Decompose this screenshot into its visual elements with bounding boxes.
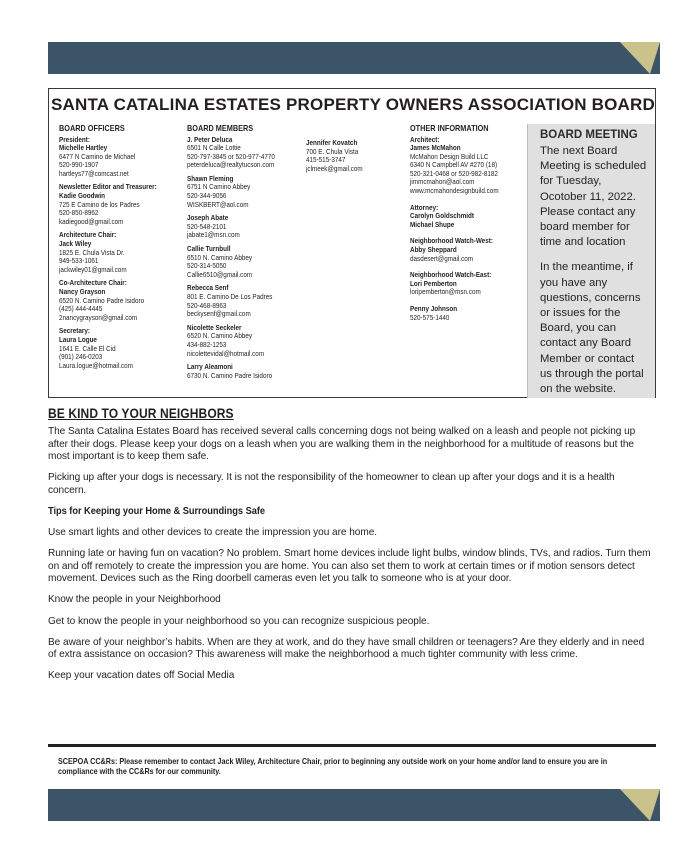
officer-entry: President: Michelle Hartley 6477 N Camino de Michael 520-990-1907 hartleys77@comcast.net [59, 134, 136, 178]
board-members-column [187, 124, 301, 385]
article-paragraph: Use smart lights and other devices to create the impression you are home. [48, 527, 378, 539]
footer-ccr-note: SCEPOA CC&Rs: Please remember to contact Jack Wiley, Architecture Chair, prior to beginning any outside work on your home and/or land to ensure you are in compliance with the CC&Rs for our community. [58, 756, 608, 777]
article-paragraph: Keep your vacation dates off Social Media [48, 670, 235, 682]
board-officers-column [59, 124, 178, 375]
article-paragraph: The Santa Catalina Estates Board has received several calls concerning dogs not being walked on a leash and people not picking up after their dogs. Please keep your dogs on a leash when you are walking them in the neighborhood for a multitude of reasons but the most important is to keep them safe. [48, 426, 636, 463]
other-entry: Attorney: Carolyn Goldschmidt Michael Shupe [410, 202, 474, 229]
member-entry: Joseph Abate 520-548-2101 jabate1@msn.com [187, 213, 240, 240]
board-directory [48, 88, 656, 398]
other-entry: Penny Johnson 520-575-1440 [410, 304, 458, 322]
other-information-column [410, 124, 542, 327]
article-paragraph: Running late or having fun on vacation? No problem. Smart home devices include light bulbs, window blinds, TVs, and radios. Turn them on and off remotely to create the impression you are home. You can also set them to work at certain times or if motion sensors detect movement. Devices such as the Ring doorbell cameras even let you talk to someone who is at your door. [48, 548, 651, 585]
other-entry: Neighborhood Watch-West: Abby Sheppard dasdesert@gmail.com [410, 236, 493, 263]
officers-heading: BOARD OFFICERS [59, 123, 125, 133]
footer-divider [48, 744, 656, 747]
article-paragraph: Picking up after your dogs is necessary. It is not the responsibility of the homeowner to clean up after your dogs and it is a health concern. [48, 472, 615, 496]
article-paragraph: Know the people in your Neighborhood [48, 594, 221, 606]
board-meeting-title: BOARD MEETING [540, 129, 638, 141]
member-entry: Nicolette Seckeler 6520 N. Camino Abbey 434-882-1253 nicolettevidal@hotmail.com [187, 322, 265, 358]
other-entry: Neighborhood Watch-East: Lori Pemberton loripemberton@msn.com [410, 270, 492, 297]
banner-triangle-icon [620, 42, 660, 74]
member-entry: J. Peter Deluca 6501 N Calle Lottie 520-797-3845 or 520-977-4770 peterdeluca@realtytucson.com [187, 134, 275, 170]
officer-entry: Architecture Chair: Jack Wiley 1825 E. Chula Vista Dr. 949-533-1061 jackwiley01@gmail.com [59, 230, 127, 274]
board-meeting-panel [527, 124, 655, 398]
bottom-banner-bar [48, 789, 660, 821]
article-title: BE KIND TO YOUR NEIGHBORS [48, 405, 234, 421]
top-banner-bar [48, 42, 660, 74]
banner-triangle-icon [620, 789, 660, 821]
officer-entry: Secretary: Laura Logue 1641 E. Calle El Cid (901) 246-0203 Laura.logue@hotmail.com [59, 326, 133, 370]
other-info-heading: OTHER INFORMATION [410, 123, 489, 133]
officer-entry: Co-Architecture Chair: Nancy Grayson 6520 N. Camino Padre Isidoro (425) 444-4445 2nancygrayson@gmail.com [59, 278, 145, 322]
board-members-extra-column [306, 139, 412, 178]
members-heading: BOARD MEMBERS [187, 123, 254, 133]
member-entry: Jennifer Kovatch 700 E. Chula Vista 415-515-3747 jclmeek@gmail.com [306, 138, 363, 173]
article-subhead: Tips for Keeping your Home & Surroundings Safe [48, 505, 266, 517]
member-entry: Callie Turnbull 6510 N. Camino Abbey 520-314-5050 Callie6510@gmail.com [187, 244, 253, 279]
article [48, 405, 654, 691]
board-title: SANTA CATALINA ESTATES PROPERTY OWNERS ASSOCIATION BOARD [50, 95, 655, 114]
board-meeting-schedule: The next Board Meeting is scheduled for Tuesday, Ocotober 11, 2022. Please contact any board member for time and location [540, 145, 647, 249]
member-entry: Shawn Fleming 6751 N Camino Abbey 520-344-9056 WISKBERT@aol.com [187, 173, 251, 209]
article-paragraph: Be aware of your neighbor’s habits. When are they at work, and do they have small children or teenagers? Are they elderly and in need of extra assistance on occasion? This awareness will make the neighborhood a much tighter community with less crime. [48, 636, 645, 661]
member-entry: Rebecca Senf 801 E. Camino De Los Padres 520-468-8963 beckysenf@gmail.com [187, 283, 273, 319]
officer-entry: Newsletter Editor and Treasurer: Kadie Goodwin 725 E Camino de los Padres 520-850-8962 kadiegood@gmail.com [59, 182, 157, 226]
article-paragraph: Get to know the people in your neighborhood so you can recognize suspicious people. [48, 615, 430, 627]
other-entry: Architect: James McMahon McMahon Design Build LLC 6340 N Campbell AV #270 (18) 520-321-0468 or 520-982-8182 jimmcmahon@aol.com www.mcmahondesignbuild.com [410, 134, 499, 196]
member-entry: Larry Aleamoni 6730 N. Camino Padre Isidoro [187, 362, 273, 380]
board-meeting-contact: In the meantime, if you have any questions, concerns or issues for the Board, you can contact any Board Member or contact us through the portal on the website. [540, 261, 644, 396]
